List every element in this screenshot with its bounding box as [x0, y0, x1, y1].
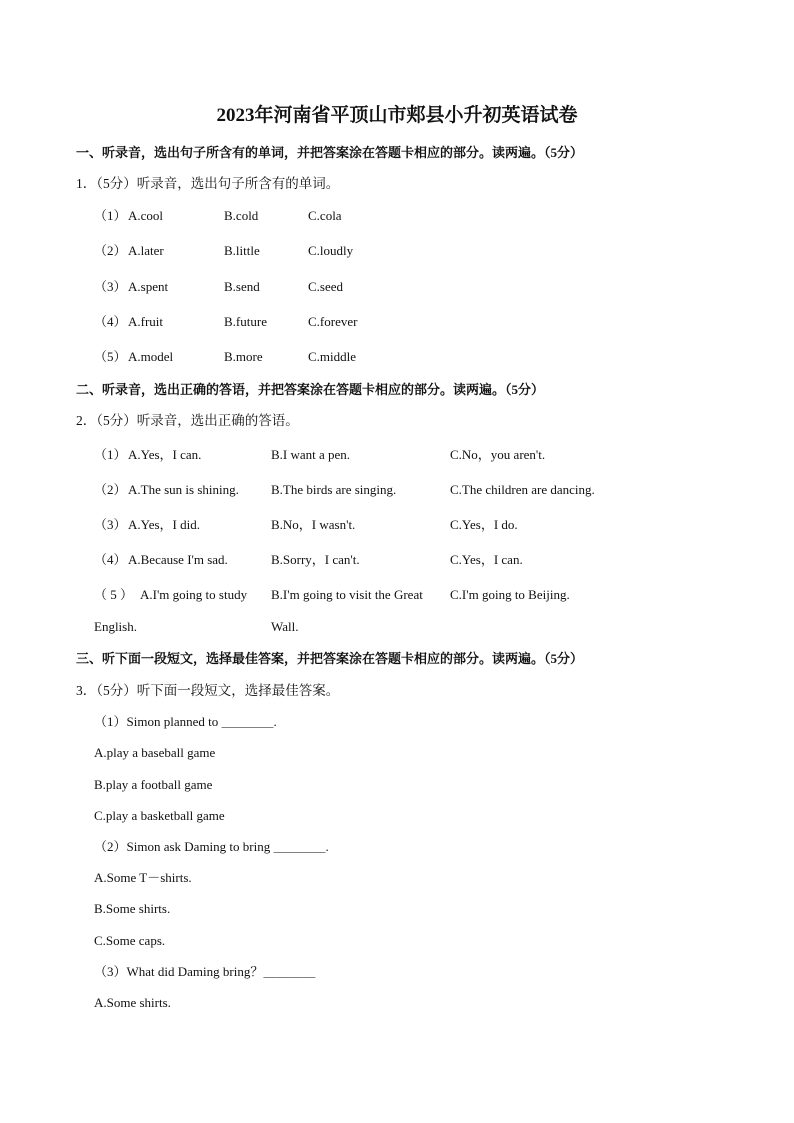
subquestion-3: （3）What did Daming bring？＿＿＿＿: [94, 964, 316, 979]
option-c: C.Yes，I do.: [450, 517, 518, 532]
question-3: 3．（5分）听下面一段短文，选择最佳答案。: [76, 683, 340, 698]
item-num: （4）: [94, 552, 127, 567]
option-c: C.loudly: [308, 243, 354, 258]
option-b: B.play a football game: [94, 777, 213, 792]
option-c: C.The children are dancing.: [450, 482, 595, 497]
option-b: B.I want a pen.: [271, 447, 351, 462]
option-b: B.more: [224, 349, 263, 364]
option-c: C.Some caps.: [94, 933, 166, 948]
option-a: A.I'm going to study: [140, 587, 248, 602]
option-c: C.forever: [308, 314, 358, 329]
option-a: A.fruit: [128, 314, 164, 329]
option-b: B.future: [224, 314, 267, 329]
option-a: A.The sun is shining.: [128, 482, 239, 497]
option-c: C.play a basketball game: [94, 808, 225, 823]
question-2: 2．（5分）听录音，选出正确的答语。: [76, 413, 299, 428]
item-num: （3）: [94, 279, 127, 294]
option-b: B.No，I wasn't.: [271, 517, 356, 532]
item-num: （3）: [94, 517, 127, 532]
option-b: B.Some shirts.: [94, 901, 171, 916]
option-a: A.cool: [128, 208, 164, 223]
option-b-continued: Wall.: [271, 619, 299, 634]
option-b: B.I'm going to visit the Great: [271, 587, 423, 602]
subquestion-2: （2）Simon ask Daming to bring ＿＿＿＿.: [94, 839, 329, 854]
option-c: C.cola: [308, 208, 342, 223]
option-a: A.model: [128, 349, 174, 364]
item-num: （1）: [94, 447, 127, 462]
item-num: （2）: [94, 243, 127, 258]
option-a: A.Because I'm sad.: [128, 552, 228, 567]
page-title: 2023年河南省平顶山市郏县小升初英语试卷: [216, 105, 578, 126]
option-c: C.Yes，I can.: [450, 552, 523, 567]
option-a-continued: English.: [94, 619, 137, 634]
option-a: A.play a baseball game: [94, 745, 216, 760]
option-b: B.cold: [224, 208, 259, 223]
option-b: B.Sorry，I can't.: [271, 552, 360, 567]
option-c: C.I'm going to Beijing.: [450, 587, 570, 602]
item-num: （1）: [94, 208, 127, 223]
item-num: （5）: [94, 349, 127, 364]
option-a: A.Yes，I did.: [128, 517, 200, 532]
item-num: （2）: [94, 482, 127, 497]
option-c: C.No，you aren't.: [450, 447, 546, 462]
section-3-heading: 三、听下面一段短文，选择最佳答案，并把答案涂在答题卡相应的部分。读两遍。（5分）: [76, 651, 584, 666]
option-b: B.little: [224, 243, 260, 258]
option-a: A.spent: [128, 279, 169, 294]
option-b: B.send: [224, 279, 260, 294]
section-1-heading: 一、听录音，选出句子所含有的单词，并把答案涂在答题卡相应的部分。读两遍。（5分）: [76, 145, 584, 160]
question-1: 1．（5分）听录音，选出句子所含有的单词。: [76, 176, 340, 191]
option-b: B.The birds are singing.: [271, 482, 397, 497]
option-c: C.seed: [308, 279, 344, 294]
section-2-heading: 二、听录音，选出正确的答语，并把答案涂在答题卡相应的部分。读两遍。（5分）: [76, 382, 545, 397]
option-a: A.Some T－shirts.: [94, 870, 192, 885]
item-num: （ 5 ）: [94, 587, 134, 602]
option-a: A.Yes，I can.: [128, 447, 202, 462]
option-a: A.Some shirts.: [94, 995, 171, 1010]
item-num: （4）: [94, 314, 127, 329]
subquestion-1: （1）Simon planned to ＿＿＿＿.: [94, 714, 277, 729]
option-a: A.later: [128, 243, 164, 258]
option-c: C.middle: [308, 349, 357, 364]
